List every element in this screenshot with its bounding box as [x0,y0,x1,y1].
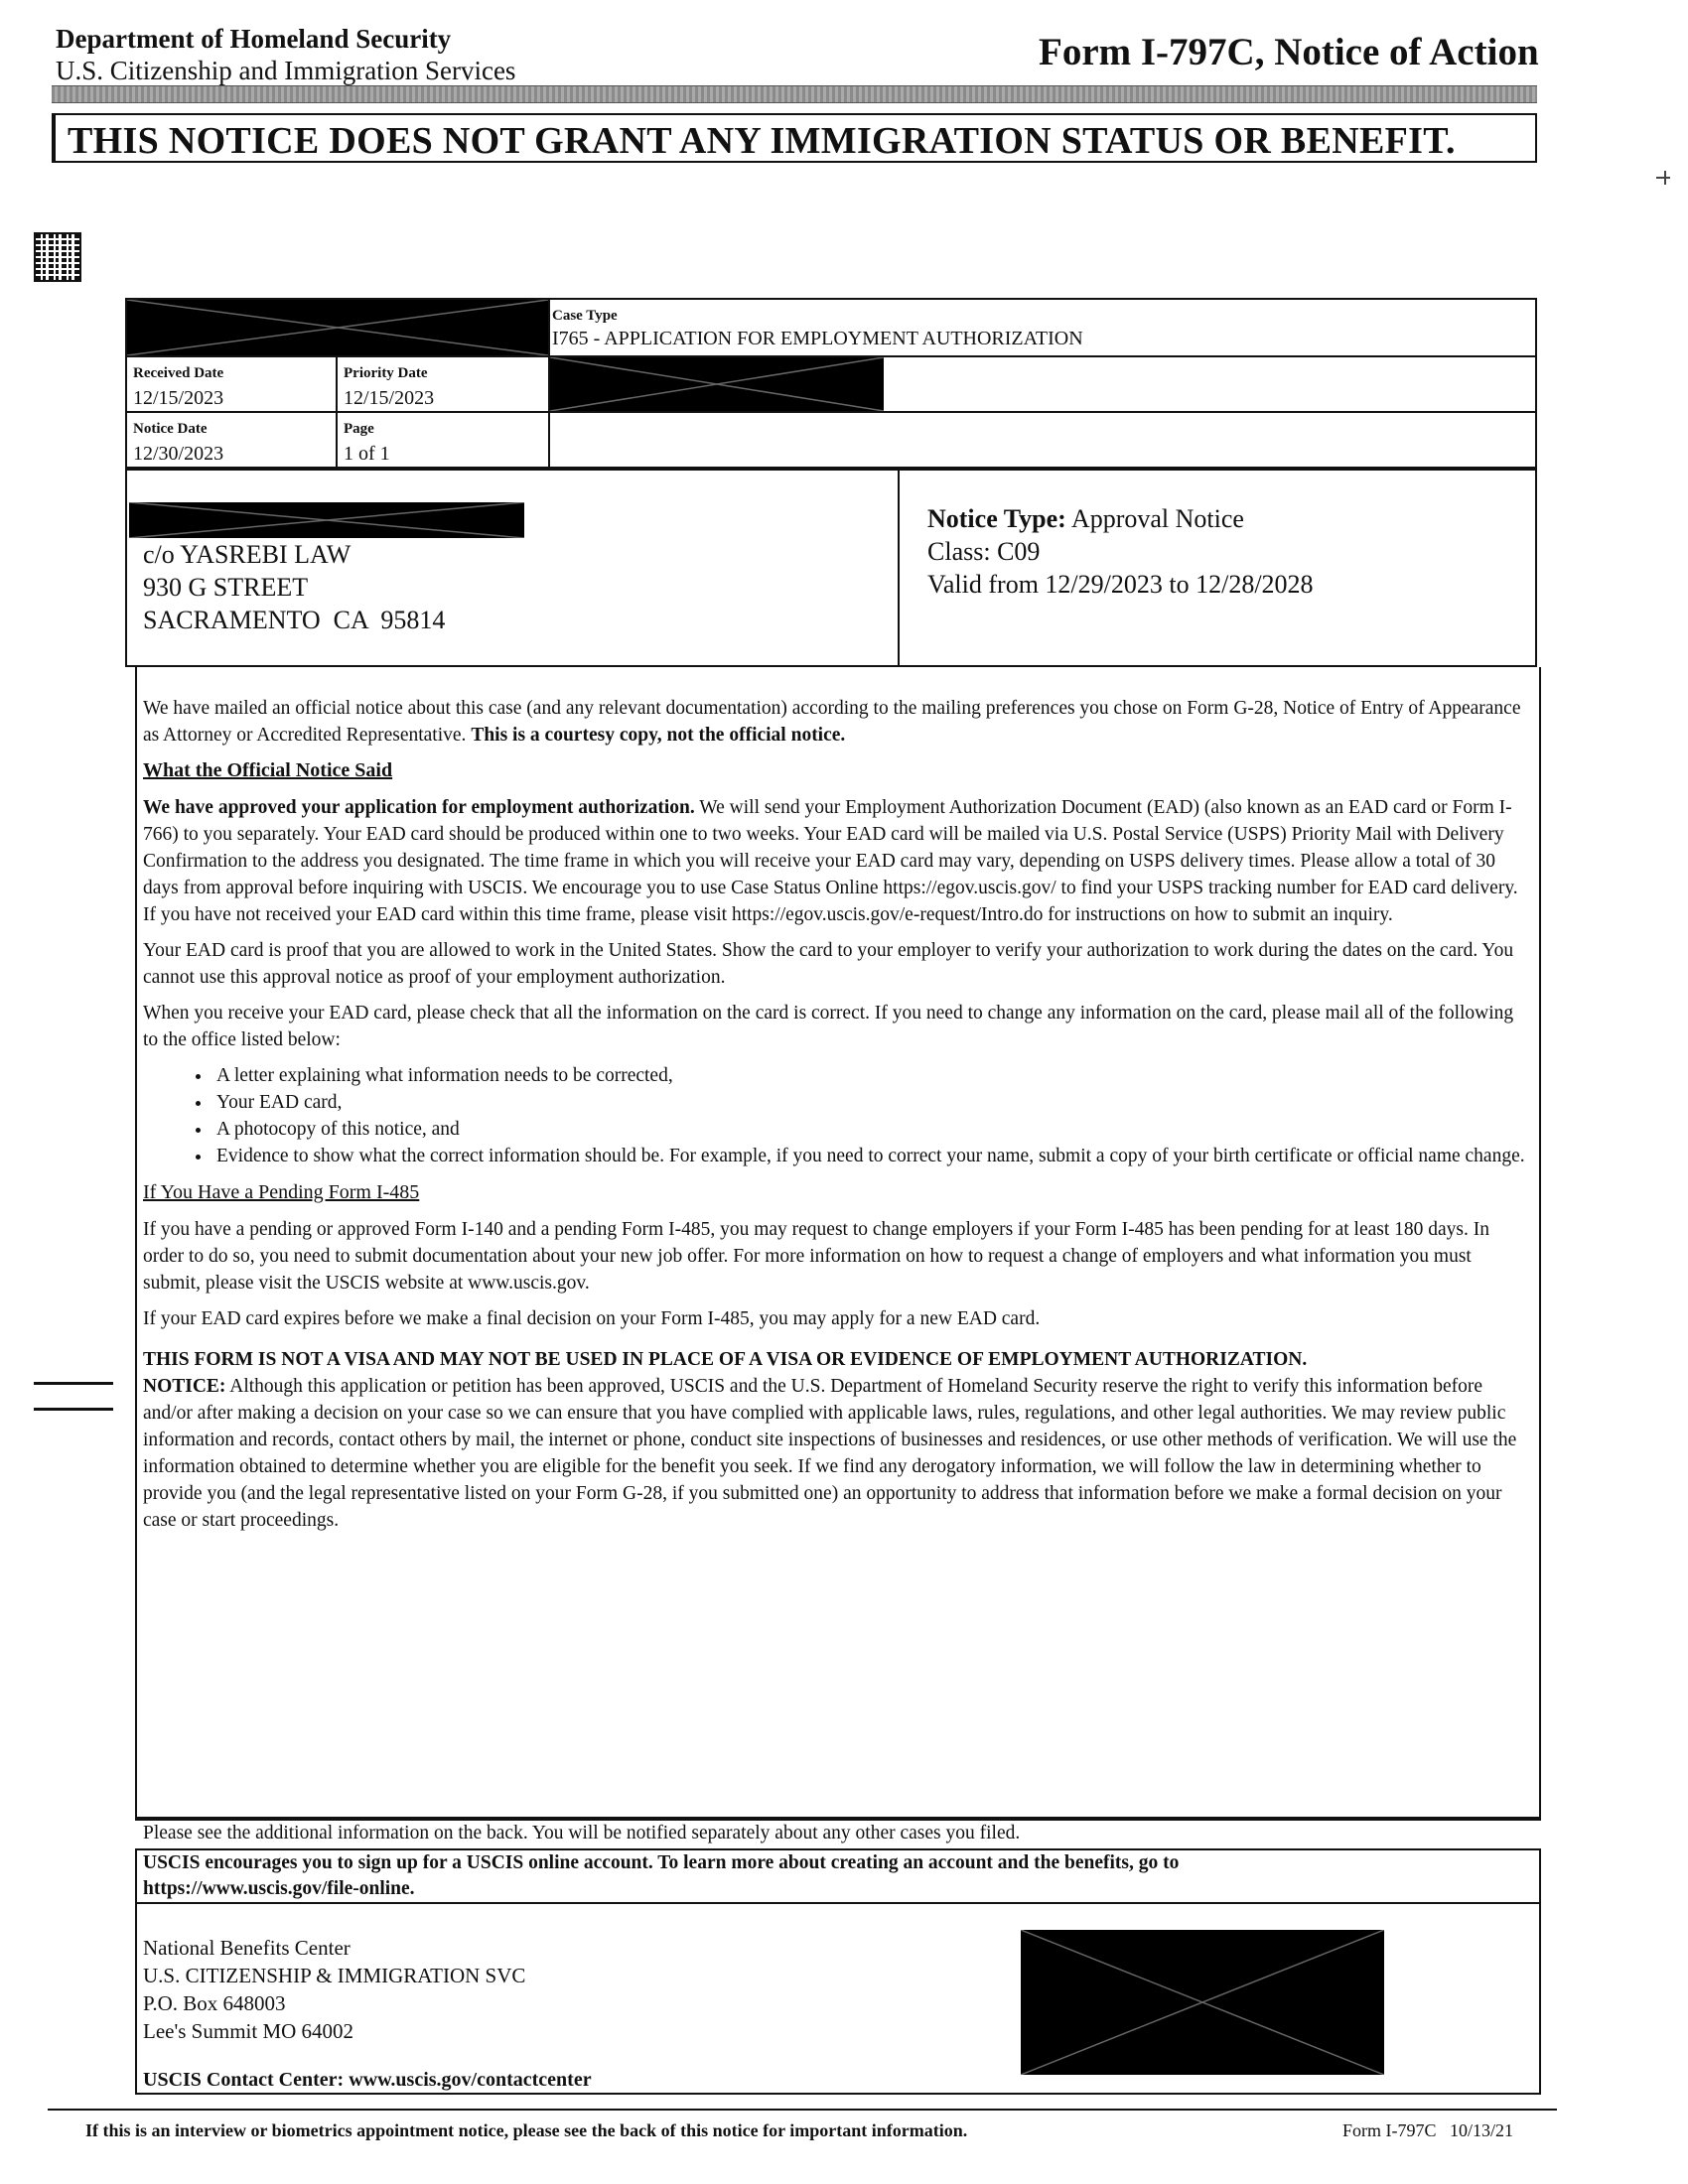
office-line-3: P.O. Box 648003 [143,1991,286,2015]
list-item: • Your EAD card, [212,1089,1533,1116]
margin-rule-1 [34,1382,113,1385]
page-value: 1 of 1 [344,443,390,465]
paragraph-ead-expires: If your EAD card expires before we make a final decision on your Form I-485, you may apply for a new EAD card. [143,1308,1041,1329]
header-divider-bar [52,85,1537,103]
priority-date-label: Priority Date [344,365,428,381]
notice-type-value: Approval Notice [1070,504,1244,533]
redacted-beneficiary [550,357,884,411]
additional-info-rule [135,1819,1541,1821]
redaction-x-icon [1021,1930,1384,2075]
paragraph-check-info: When you receive your EAD card, please check that all the information on the card is correct. If you need to change any information on the card, please mail all of the following to the office listed below: [143,1003,1514,1050]
notice-type-label: Notice Type: [927,504,1066,533]
paragraph-mailing: We have mailed an official notice about this case (and any relevant documentation) according to the mailing preferences you chose on Form G-28, Notice of Entry of Appearance as Attorney or Accredited Representative. This is a courtesy copy, not the official notice. [143,698,1521,746]
class-line: Class: C09 [927,537,1041,566]
online-account-text: USCIS encourages you to sign up for a USCIS online account. To learn more about creating an account and the benefits, go to https://www.uscis.gov/file-online. [143,1852,1180,1899]
list-item: • Evidence to show what the correct information should be. For example, if you need to correct your name, submit a copy of your birth certificate or official name change. [212,1143,1533,1169]
office-line-4: Lee's Summit MO 64002 [143,2019,354,2043]
case-type-value: I765 - APPLICATION FOR EMPLOYMENT AUTHORIZATION [552,328,1083,349]
paragraph-approved: We have approved your application for employment authorization. We will send your Employment Authorization Document (EAD) (also known as an EAD card or Form I-766) to you separately. Your EAD card should be produced within one to two weeks. Your EAD card will be mailed via U.S. Postal Service (USPS) Priority Mail with Delivery Confirmation to the address you designated. The time frame in which you will receive your EAD card may vary, depending on USPS delivery times. Please allow a total of 30 days from approval before inquiring with USCIS. We encourage you to use Case Status Online https://egov.uscis.gov/ to find your USPS tracking number for EAD card delivery. If you have not received your EAD card within this time frame, please visit https://egov.uscis.gov/e-request/Intro.do for instructions on how to submit an inquiry. [143,797,1518,925]
margin-rule-2 [34,1408,113,1411]
office-address [143,1934,525,2045]
notice-date-value: 12/30/2023 [133,443,224,465]
office-line-1: National Benefits Center [143,1936,351,1960]
section-pending-i485: If You Have a Pending Form I-485 [143,1181,420,1203]
paragraph-not-a-visa: THIS FORM IS NOT A VISA AND MAY NOT BE USED IN PLACE OF A VISA OR EVIDENCE OF EMPLOYMENT AUTHORIZATION. [143,1349,1308,1370]
section-what-notice-said: What the Official Notice Said [143,759,393,781]
redaction-x-icon [127,300,548,355]
form-title: Form I-797C, Notice of Action [1039,31,1539,73]
office-line-2: U.S. CITIZENSHIP & IMMIGRATION SVC [143,1964,526,1987]
priority-date-value: 12/15/2023 [344,387,435,409]
redaction-x-icon [129,502,524,538]
address-line-3: SACRAMENTO CA 95814 [143,606,446,634]
address-notice-divider [898,469,900,667]
paragraph-verification-notice: NOTICE: Although this application or petition has been approved, USCIS and the U.S. Department of Homeland Security reserve the right to verify this information before and/or after making a decision on your case so we can ensure that you have complied with applicable laws, rules, regulations, and other legal authorities. We may review public information and records, contact others by mail, the internet or phone, conduct site inspections of businesses and residences, or use other methods of verification. We will use the information obtained to determine whether you are eligible for the benefit you seek. If we find any derogatory information, we will follow the law in determining whether to provide you (and the legal representative listed on your Form G-28, if you submitted one) an opportunity to address that information before we make a formal decision on your case or start proceedings. [143,1376,1517,1531]
address-line-1: c/o YASREBI LAW [143,540,352,569]
redacted-applicant-name [129,502,524,538]
correction-list [143,1062,1533,1169]
case-type-label: Case Type [552,308,618,324]
paragraph-change-employers: If you have a pending or approved Form I-140 and a pending Form I-485, you may request to change employers if your Form I-485 has been pending for at least 180 days. In order to do so, you need to submit documentation about your new job offer. For more information on how to request a change of employers and what information you must submit, please visit the USCIS website at www.uscis.gov. [143,1219,1489,1294]
page-label: Page [344,421,374,437]
footer-form-id: Form I-797C 10/13/21 [1342,2120,1514,2140]
list-item: • A photocopy of this notice, and [212,1116,1533,1143]
contact-center: USCIS Contact Center: www.uscis.gov/contactcenter [143,2069,592,2091]
received-date-label: Received Date [133,365,224,381]
case-grid-vline [336,355,338,469]
margin-mark [1656,177,1670,179]
redacted-barcode [1021,1930,1384,2075]
margin-mark-vertical [1664,171,1666,185]
footer-rule [48,2109,1557,2111]
notice-date-label: Notice Date [133,421,208,437]
footer-note: If this is an interview or biometrics appointment notice, please see the back of this notice for important information. [85,2120,968,2140]
redacted-receipt-number [127,300,548,355]
mailing-address [143,538,445,636]
status-banner-text: THIS NOTICE DOES NOT GRANT ANY IMMIGRATION STATUS OR BENEFIT. [68,120,1456,162]
redaction-x-icon [550,357,884,411]
agency-name: U.S. Citizenship and Immigration Services [56,56,516,85]
paragraph-ead-proof: Your EAD card is proof that you are allowed to work in the United States. Show the card to your employer to verify your authorization to work during the dates on the card. You cannot use this approval notice as proof of your employment authorization. [143,940,1514,988]
address-line-2: 930 G STREET [143,573,309,602]
list-item: • A letter explaining what information needs to be corrected, [212,1062,1533,1089]
barcode-icon [34,232,81,282]
valid-dates-line: Valid from 12/29/2023 to 12/28/2028 [927,570,1314,599]
received-date-value: 12/15/2023 [133,387,224,409]
additional-info-text: Please see the additional information on the back. You will be notified separately about any other cases you filed. [143,1823,1021,1843]
notice-body [143,695,1533,1543]
status-banner [52,113,1537,163]
department-name: Department of Homeland Security [56,24,452,54]
notice-type-block [927,502,1314,601]
